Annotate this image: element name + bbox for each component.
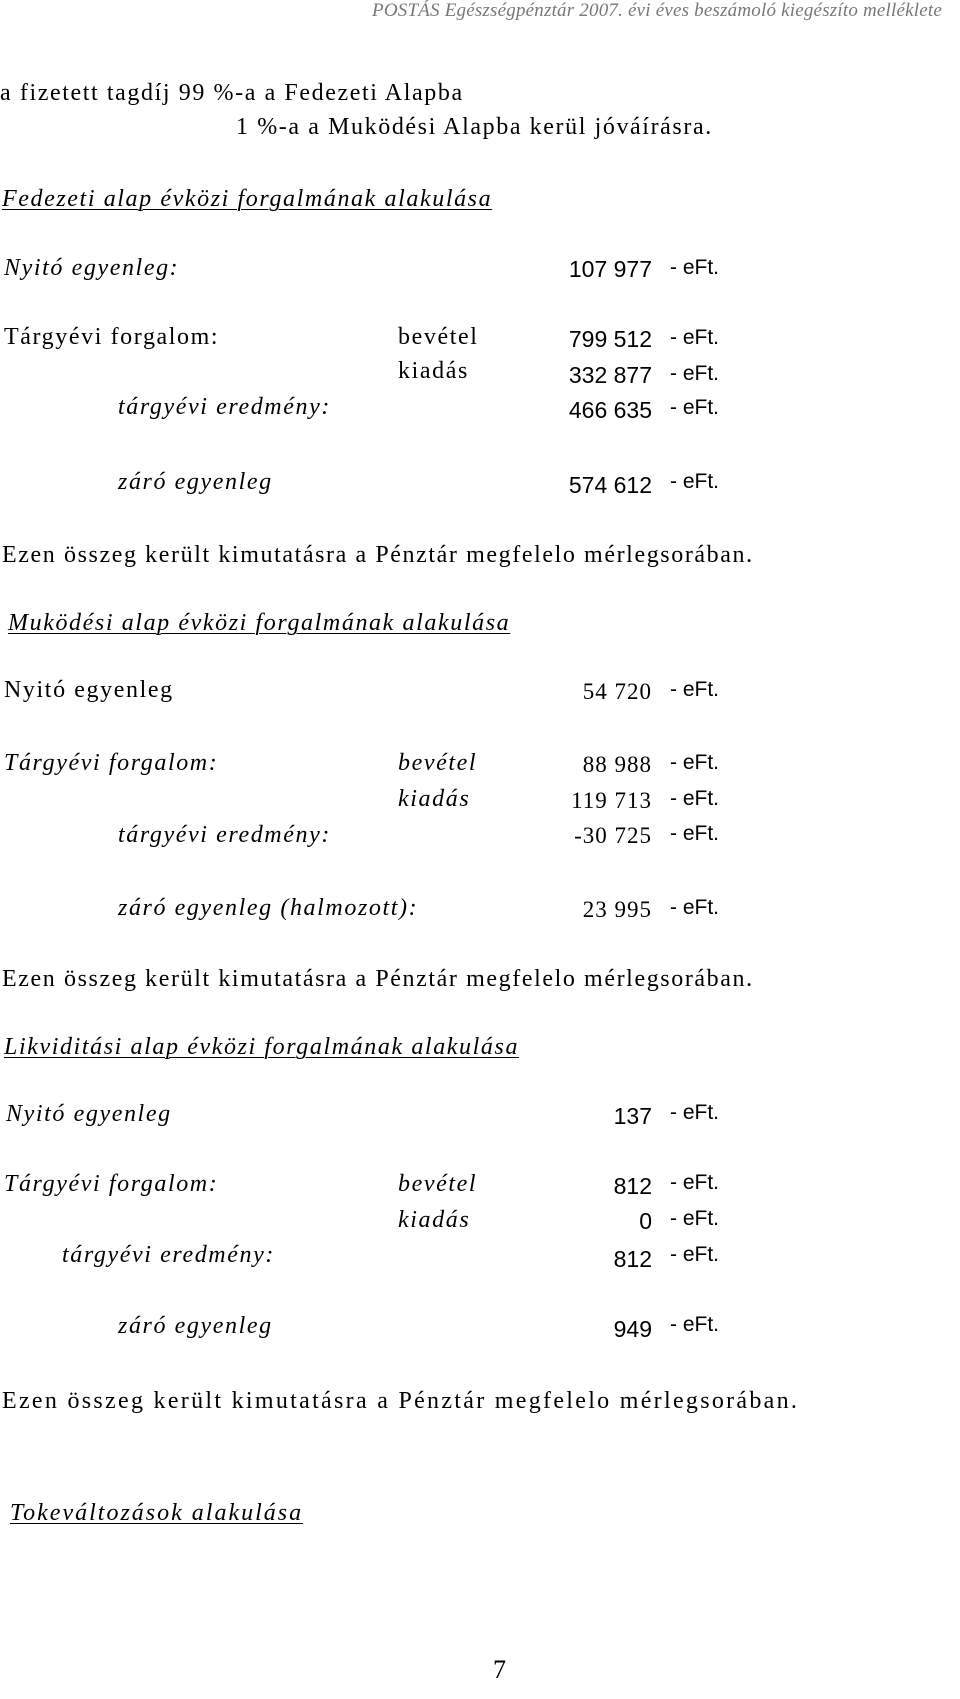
mukodesi-turnover-label: Tárgyévi forgalom: — [4, 750, 219, 776]
mukodesi-note: Ezen összeg került kimutatásra a Pénztár megfelelo mérlegsorában. — [2, 966, 754, 992]
fedezeti-closing-value: 574 612 — [568, 472, 652, 498]
fedezeti-note: Ezen összeg került kimutatásra a Pénztár megfelelo mérlegsorában. — [2, 542, 754, 568]
fedezeti-turnover-label: Tárgyévi forgalom: — [4, 324, 220, 350]
mukodesi-expense-label: kiadás — [398, 786, 471, 812]
likviditasi-closing-value: 949 — [613, 1316, 652, 1342]
likviditasi-opening-value: 137 — [613, 1103, 652, 1129]
fedezeti-result-label: tárgyévi eredmény: — [118, 394, 331, 420]
likviditasi-expense-label: kiadás — [398, 1207, 471, 1233]
mukodesi-opening-value: 54 720 — [582, 679, 652, 704]
likviditasi-result-unit: - eFt. — [670, 1243, 720, 1266]
intro-line-2: 1 %-a a Muködési Alapba kerül jóváírásra. — [236, 114, 713, 140]
likviditasi-closing-unit: - eFt. — [670, 1313, 720, 1336]
mukodesi-income-value: 88 988 — [582, 752, 652, 777]
mukodesi-result-value: -30 725 — [574, 823, 652, 848]
fedezeti-expense-value: 332 877 — [568, 362, 652, 388]
mukodesi-income-label: bevétel — [398, 750, 478, 776]
likviditasi-expense-value: 0 — [639, 1208, 652, 1234]
page-number: 7 — [493, 1655, 506, 1684]
fedezeti-result-unit: - eFt. — [670, 396, 720, 419]
mukodesi-expense-value: 119 713 — [571, 788, 652, 813]
fedezeti-income-value: 799 512 — [568, 326, 652, 352]
running-header: POSTÁS Egészségpénztár 2007. évi éves beszámoló kiegészíto melléklete — [372, 0, 942, 21]
likviditasi-turnover-label: Tárgyévi forgalom: — [4, 1171, 219, 1197]
likviditasi-opening-label: Nyitó egyenleg — [6, 1101, 172, 1127]
likviditasi-income-unit: - eFt. — [670, 1171, 720, 1194]
mukodesi-result-label: tárgyévi eredmény: — [118, 822, 331, 848]
mukodesi-closing-value: 23 995 — [582, 897, 652, 922]
fedezeti-title: Fedezeti alap évközi forgalmának alakulása — [2, 186, 493, 212]
likviditasi-title: Likviditási alap évközi forgalmának alakulása — [4, 1034, 520, 1060]
fedezeti-opening-unit: - eFt. — [670, 256, 720, 279]
likviditasi-income-value: 812 — [613, 1173, 652, 1199]
fedezeti-closing-label: záró egyenleg — [118, 469, 273, 495]
intro-line-1: a fizetett tagdíj 99 %-a a Fedezeti Alapba — [0, 80, 464, 106]
likviditasi-opening-unit: - eFt. — [670, 1101, 720, 1124]
likviditasi-result-value: 812 — [613, 1246, 652, 1272]
fedezeti-expense-unit: - eFt. — [670, 362, 720, 385]
fedezeti-opening-label: Nyitó egyenleg: — [4, 255, 180, 281]
mukodesi-expense-unit: - eFt. — [670, 787, 720, 810]
likviditasi-note: Ezen összeg került kimutatásra a Pénztár megfelelo mérlegsorában. — [2, 1388, 800, 1414]
fedezeti-opening-value: 107 977 — [568, 256, 652, 282]
mukodesi-closing-unit: - eFt. — [670, 896, 720, 919]
fedezeti-expense-label: kiadás — [398, 358, 469, 384]
likviditasi-income-label: bevétel — [398, 1171, 478, 1197]
mukodesi-result-unit: - eFt. — [670, 822, 720, 845]
likviditasi-result-label: tárgyévi eredmény: — [62, 1242, 275, 1268]
fedezeti-result-value: 466 635 — [568, 397, 652, 423]
mukodesi-title: Muködési alap évközi forgalmának alakulása — [8, 610, 511, 636]
fedezeti-closing-unit: - eFt. — [670, 470, 720, 493]
likviditasi-closing-label: záró egyenleg — [118, 1313, 273, 1339]
mukodesi-opening-label: Nyitó egyenleg — [4, 677, 174, 703]
mukodesi-opening-unit: - eFt. — [670, 678, 720, 701]
mukodesi-income-unit: - eFt. — [670, 751, 720, 774]
fedezeti-income-label: bevétel — [398, 324, 479, 350]
mukodesi-closing-label: záró egyenleg (halmozott): — [118, 895, 419, 921]
toke-title: Tokeváltozások alakulása — [10, 1500, 304, 1526]
likviditasi-expense-unit: - eFt. — [670, 1207, 720, 1230]
fedezeti-income-unit: - eFt. — [670, 326, 720, 349]
